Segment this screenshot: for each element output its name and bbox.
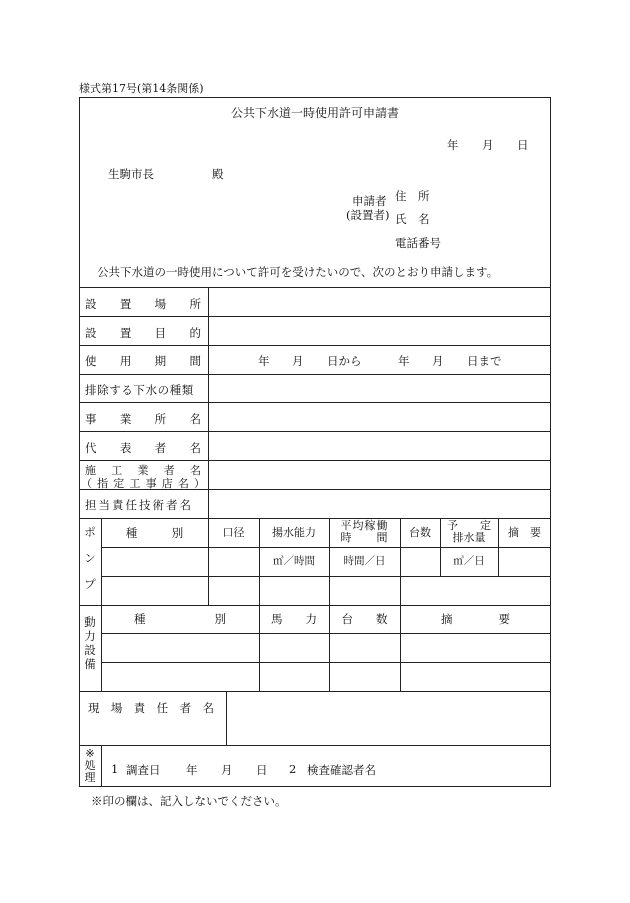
row-engineer: 担当責任技術者名 (85, 498, 193, 512)
pump-capacity-header: 揚水能力 (272, 526, 316, 539)
power-hp-header: 馬 力 (271, 612, 317, 626)
power-remarks-header: 摘 要 (441, 612, 510, 626)
form-title: 公共下水道一時使用許可申請書 (230, 106, 399, 120)
addressee-name: 生駒市長 (108, 167, 154, 181)
addressee-honorific: 殿 (212, 167, 224, 181)
power-count-header: 台 数 (341, 612, 388, 626)
processing-survey-date: 調査日 (126, 763, 161, 777)
processing-item1-number: 1 (111, 762, 119, 776)
phone-label: 電話番号 (395, 236, 441, 250)
power-type-header: 種 別 (134, 612, 226, 626)
pump-capacity-unit: ㎥／時間 (273, 555, 315, 567)
row-representative: 代 表 者 名 (85, 441, 201, 455)
pump-remarks-header: 摘 要 (508, 526, 541, 539)
row-contractor-sub: （ 指 定 工 事 店 名 ） (81, 477, 205, 490)
footnote: ※印の欄は、記入しないでください。 (91, 794, 287, 808)
name-label: 氏 名 (395, 212, 430, 226)
processing-item2-number: 2 (289, 762, 297, 776)
power-section-label: 動 力 設 備 (84, 615, 96, 671)
row-sewage-type: 排除する下水の種類 (85, 383, 194, 397)
pump-section-label: ポ ン プ (84, 525, 96, 591)
form-reference: 様式第17号(第14条関係) (79, 82, 204, 95)
row-location: 設 置 場 所 (85, 297, 201, 311)
row-period: 使 用 期 間 (85, 354, 201, 368)
pump-bore-header: 口径 (222, 526, 245, 539)
row-purpose: 設 置 目 的 (85, 326, 201, 340)
address-label: 住 所 (395, 189, 430, 203)
period-from-day: 日から (327, 354, 362, 368)
period-to-month: 月 (432, 354, 444, 368)
pump-hours-unit: 時間／日 (343, 555, 386, 567)
site-manager-label: 現 場 責 任 者 名 (88, 701, 214, 715)
pump-volume-unit: ㎥／日 (453, 555, 485, 567)
row-contractor: 施 工 業 者 名 (85, 464, 201, 477)
period-to-day: 日まで (467, 354, 502, 368)
pump-planned-header: 予 定 排水量 (447, 519, 491, 545)
pump-hours-header: 平均稼働 時 間 (340, 519, 389, 545)
pump-type-header: 種 別 (125, 526, 184, 540)
processing-day: 日 (256, 763, 268, 777)
processing-year: 年 (186, 763, 198, 777)
period-to-year: 年 (398, 354, 410, 368)
intro-text: 公共下水道の一時使用について許可を受けたいので、次のとおり申請します。 (97, 265, 499, 279)
processing-month: 月 (221, 763, 233, 777)
date-month: 月 (482, 138, 494, 152)
processing-inspector: 検査確認者名 (307, 763, 376, 777)
pump-count-header: 台数 (409, 526, 431, 539)
applicant-label-sub: (設置者) (346, 208, 390, 222)
date-year: 年 (447, 138, 459, 152)
period-from-year: 年 (258, 354, 270, 368)
date-day: 日 (517, 138, 529, 152)
period-from-month: 月 (292, 354, 304, 368)
row-business: 事 業 所 名 (85, 412, 201, 426)
processing-section-label: ※ 処 理 (84, 747, 96, 784)
applicant-label: 申請者 (352, 194, 387, 208)
